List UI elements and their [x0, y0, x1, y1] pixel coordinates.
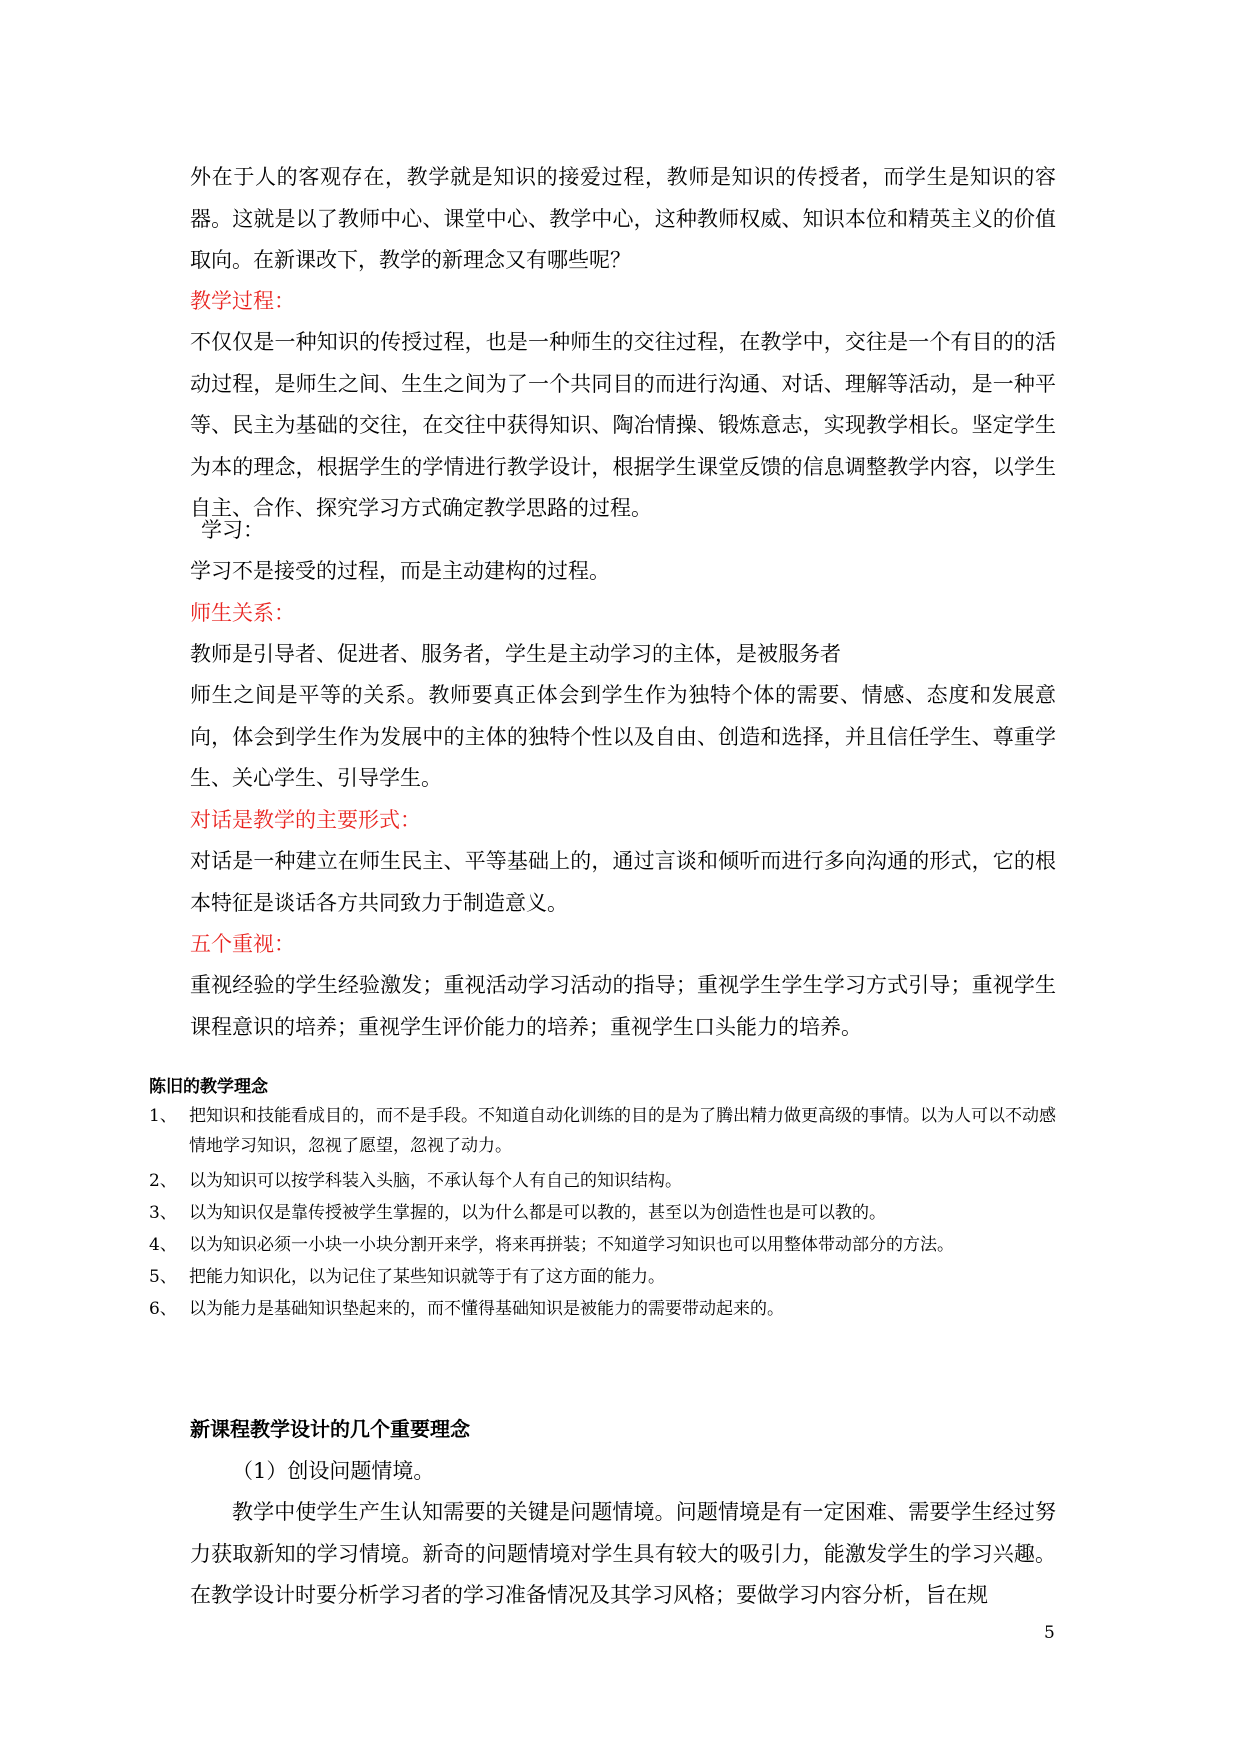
heading-learning: 学习： — [201, 518, 264, 542]
new-concepts-paragraph: 教学中使学生产生认知需要的关键是问题情境。问题情境是有一定困难、需要学生经过努力获取新知的学习情境。新奇的问题情境对学生具有较大的吸引力，能激发学生的学习兴趣。在教学设计时要分析学习者的学习准备情况及其学习风格；要做学习内容分析，旨在规 — [190, 1500, 1056, 1607]
list-number: 1、 — [149, 1106, 177, 1126]
page-number: 5 — [1044, 1623, 1055, 1643]
list-number: 6、 — [149, 1299, 177, 1319]
paragraph-learning: 学习不是接受的过程，而是主动建构的过程。 — [190, 559, 610, 583]
new-concepts-title: 新课程教学设计的几个重要理念 — [190, 1417, 470, 1441]
paragraph-teaching-process: 不仅仅是一种知识的传授过程，也是一种师生的交往过程，在教学中，交往是一个有目的的活动过程，是师生之间、生生之间为了一个共同目的而进行沟通、对话、理解等活动，是一种平等、民主为基础的交往，在交往中获得知识、陶冶情操、锻炼意志，实现教学相长。坚定学生为本的理念，根据学生的学情进行教学设计，根据学生课堂反馈的信息调整教学内容，以学生自主、合作、探究学习方式确定教学思路的过程。 — [190, 330, 1056, 520]
paragraph-relation-2: 师生之间是平等的关系。教师要真正体会到学生作为独特个体的需要、情感、态度和发展意向，体会到学生作为发展中的主体的独特个性以及自由、创造和选择，并且信任学生、尊重学生、关心学生、引导学生。 — [190, 683, 1056, 790]
heading-dialogue: 对话是教学的主要形式： — [190, 808, 421, 832]
list-text: 把能力知识化，以为记住了某些知识就等于有了这方面的能力。 — [189, 1267, 665, 1287]
paragraph-dialogue: 对话是一种建立在师生民主、平等基础上的，通过言谈和倾听而进行多向沟通的形式，它的根本特征是谈话各方共同致力于制造意义。 — [190, 849, 1056, 915]
heading-five-emphases: 五个重视： — [190, 932, 295, 956]
heading-teacher-student-relation: 师生关系： — [190, 601, 295, 625]
list-number: 3、 — [149, 1203, 177, 1223]
list-text: 以为能力是基础知识垫起来的，而不懂得基础知识是被能力的需要带动起来的。 — [189, 1299, 784, 1319]
list-text: 把知识和技能看成目的，而不是手段。不知道自动化训练的目的是为了腾出精力做更高级的事情。以为人可以不动感情地学习知识，忽视了愿望，忽视了动力。 — [189, 1106, 1056, 1156]
paragraph-relation-1: 教师是引导者、促进者、服务者，学生是主动学习的主体，是被服务者 — [190, 642, 841, 666]
list-text: 以为知识仅是靠传授被学生掌握的，以为什么都是可以教的，甚至以为创造性也是可以教的。 — [189, 1203, 886, 1223]
list-number: 5、 — [149, 1267, 177, 1287]
list-number: 2、 — [149, 1171, 177, 1191]
list-number: 4、 — [149, 1235, 177, 1255]
paragraph-five-emphases: 重视经验的学生经验激发；重视活动学习活动的指导；重视学生学生学习方式引导；重视学生课程意识的培养；重视学生评价能力的培养；重视学生口头能力的培养。 — [190, 973, 1056, 1039]
old-concepts-title: 陈旧的教学理念 — [149, 1077, 268, 1097]
intro-paragraph: 外在于人的客观存在，教学就是知识的接爱过程，教师是知识的传授者，而学生是知识的容器。这就是以了教师中心、课堂中心、教学中心，这种教师权威、知识本位和精英主义的价值取向。在新课改下，教学的新理念又有哪些呢？ — [190, 165, 1056, 272]
heading-teaching-process: 教学过程： — [190, 289, 295, 313]
new-concepts-subheading: （1）创设问题情境。 — [232, 1459, 435, 1483]
list-text: 以为知识可以按学科装入头脑，不承认每个人有自己的知识结构。 — [189, 1171, 682, 1191]
list-text: 以为知识必须一小块一小块分割开来学，将来再拼装；不知道学习知识也可以用整体带动部分的方法。 — [189, 1235, 954, 1255]
